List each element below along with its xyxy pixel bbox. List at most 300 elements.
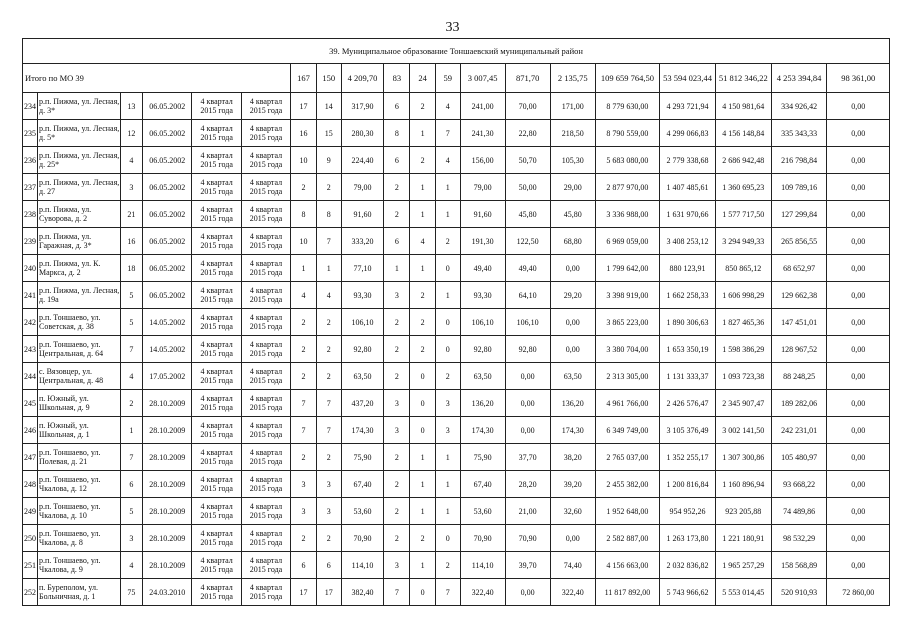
- value-cell: 3 105 376,49: [660, 417, 716, 444]
- value-cell: 45,80: [550, 201, 595, 228]
- date-cell: 28.10.2009: [143, 471, 192, 498]
- value-cell: 2: [316, 525, 341, 552]
- value-cell: 129 662,38: [771, 282, 827, 309]
- table-row: [23, 498, 890, 525]
- value-cell: 74 489,86: [771, 498, 827, 525]
- value-cell: 2: [435, 552, 460, 579]
- value-cell: 1: [410, 471, 436, 498]
- quarter-cell: 4 квартал 2015 года: [192, 444, 241, 471]
- value-cell: 2: [410, 147, 436, 174]
- quarter-cell: 4 квартал 2015 года: [192, 120, 241, 147]
- value-cell: 1 360 695,23: [715, 174, 771, 201]
- value-cell: 2: [384, 363, 410, 390]
- value-cell: 79,00: [460, 174, 505, 201]
- total-cell: 53 594 023,44: [660, 64, 716, 93]
- value-cell: 1 890 306,63: [660, 309, 716, 336]
- value-cell: 1 827 465,36: [715, 309, 771, 336]
- table-row: [23, 390, 890, 417]
- value-cell: 1: [410, 255, 436, 282]
- value-cell: 37,70: [505, 444, 550, 471]
- value-cell: 32,60: [550, 498, 595, 525]
- value-cell: 3: [291, 498, 317, 525]
- value-cell: 0,00: [827, 201, 890, 228]
- value-cell: 88 248,25: [771, 363, 827, 390]
- value-cell: 174,30: [550, 417, 595, 444]
- value-cell: 8 790 559,00: [595, 120, 659, 147]
- address-cell: р.п. Пижма, ул. Лесная, д. 5*: [38, 120, 121, 147]
- value-cell: 2: [384, 525, 410, 552]
- value-cell: 0,00: [827, 444, 890, 471]
- value-cell: 2: [384, 174, 410, 201]
- address-cell: р.п. Пижма, ул. Лесная, д. 25*: [38, 147, 121, 174]
- quarter-cell: 4 квартал 2015 года: [192, 309, 241, 336]
- section-title: 39. Муниципальное образование Тоншаевский муниципальный район: [23, 39, 890, 64]
- address-cell: п. Южный, ул. Школьная, д. 9: [38, 390, 121, 417]
- table-row: [23, 282, 890, 309]
- value-cell: 0,00: [827, 93, 890, 120]
- value-cell: 114,10: [460, 552, 505, 579]
- value-cell: 91,60: [341, 201, 384, 228]
- quarter-cell: 4 квартал 2015 года: [192, 579, 241, 606]
- total-cell: 4 209,70: [341, 64, 384, 93]
- count-cell: 21: [120, 201, 143, 228]
- value-cell: 2: [291, 309, 317, 336]
- table-row: [23, 255, 890, 282]
- count-cell: 4: [120, 552, 143, 579]
- value-cell: 954 952,26: [660, 498, 716, 525]
- value-cell: 242 231,01: [771, 417, 827, 444]
- value-cell: 2: [410, 282, 436, 309]
- value-cell: 6 969 059,00: [595, 228, 659, 255]
- row-number: 242: [23, 309, 38, 336]
- value-cell: 2: [435, 228, 460, 255]
- row-number: 250: [23, 525, 38, 552]
- value-cell: 45,80: [505, 201, 550, 228]
- value-cell: 2: [291, 363, 317, 390]
- quarter-cell: 4 квартал 2015 года: [192, 363, 241, 390]
- quarter-cell: 4 квартал 2015 года: [241, 147, 290, 174]
- value-cell: 265 856,55: [771, 228, 827, 255]
- value-cell: 16: [291, 120, 317, 147]
- quarter-cell: 4 квартал 2015 года: [192, 336, 241, 363]
- value-cell: 2: [316, 363, 341, 390]
- value-cell: 1 352 255,17: [660, 444, 716, 471]
- address-cell: р.п. Тоншаево, ул. Чкалова, д. 10: [38, 498, 121, 525]
- value-cell: 322,40: [460, 579, 505, 606]
- table-row: [23, 336, 890, 363]
- table-row: [23, 309, 890, 336]
- value-cell: 0,00: [827, 525, 890, 552]
- value-cell: 1: [435, 282, 460, 309]
- value-cell: 68,80: [550, 228, 595, 255]
- table-row: [23, 579, 890, 606]
- value-cell: 70,90: [341, 525, 384, 552]
- quarter-cell: 4 квартал 2015 года: [241, 525, 290, 552]
- date-cell: 28.10.2009: [143, 525, 192, 552]
- value-cell: 224,40: [341, 147, 384, 174]
- quarter-cell: 4 квартал 2015 года: [241, 309, 290, 336]
- quarter-cell: 4 квартал 2015 года: [241, 228, 290, 255]
- value-cell: 0,00: [827, 120, 890, 147]
- count-cell: 75: [120, 579, 143, 606]
- quarter-cell: 4 квартал 2015 года: [192, 525, 241, 552]
- value-cell: 2: [384, 309, 410, 336]
- value-cell: 4: [435, 93, 460, 120]
- quarter-cell: 4 квартал 2015 года: [192, 255, 241, 282]
- value-cell: 8: [291, 201, 317, 228]
- value-cell: 1 952 648,00: [595, 498, 659, 525]
- value-cell: 4 293 721,94: [660, 93, 716, 120]
- value-cell: 39,20: [550, 471, 595, 498]
- value-cell: 127 299,84: [771, 201, 827, 228]
- value-cell: 1 662 258,33: [660, 282, 716, 309]
- section-title-row: [23, 39, 890, 64]
- quarter-cell: 4 квартал 2015 года: [241, 552, 290, 579]
- address-cell: р.п. Тоншаево, ул. Чкалова, д. 9: [38, 552, 121, 579]
- value-cell: 1: [316, 255, 341, 282]
- value-cell: 4: [435, 147, 460, 174]
- value-cell: 2 877 970,00: [595, 174, 659, 201]
- value-cell: 14: [316, 93, 341, 120]
- value-cell: 0,00: [827, 363, 890, 390]
- value-cell: 333,20: [341, 228, 384, 255]
- value-cell: 2: [316, 444, 341, 471]
- value-cell: 136,20: [460, 390, 505, 417]
- value-cell: 4 150 981,64: [715, 93, 771, 120]
- quarter-cell: 4 квартал 2015 года: [241, 255, 290, 282]
- value-cell: 0: [435, 336, 460, 363]
- value-cell: 2 686 942,48: [715, 147, 771, 174]
- value-cell: 0,00: [505, 363, 550, 390]
- table-row: [23, 417, 890, 444]
- value-cell: 1: [410, 201, 436, 228]
- value-cell: 1: [410, 120, 436, 147]
- value-cell: 174,30: [341, 417, 384, 444]
- value-cell: 92,80: [460, 336, 505, 363]
- table-row: [23, 444, 890, 471]
- value-cell: 8 779 630,00: [595, 93, 659, 120]
- value-cell: 4 961 766,00: [595, 390, 659, 417]
- value-cell: 105,30: [550, 147, 595, 174]
- value-cell: 7: [435, 579, 460, 606]
- value-cell: 2: [291, 444, 317, 471]
- table-row: [23, 120, 890, 147]
- value-cell: 280,30: [341, 120, 384, 147]
- value-cell: 28,20: [505, 471, 550, 498]
- value-cell: 2 426 576,47: [660, 390, 716, 417]
- row-number: 240: [23, 255, 38, 282]
- value-cell: 10: [291, 228, 317, 255]
- value-cell: 63,50: [341, 363, 384, 390]
- value-cell: 3 380 704,00: [595, 336, 659, 363]
- value-cell: 171,00: [550, 93, 595, 120]
- value-cell: 2 032 836,82: [660, 552, 716, 579]
- value-cell: 2: [316, 174, 341, 201]
- total-cell: 150: [316, 64, 341, 93]
- quarter-cell: 4 квартал 2015 года: [192, 174, 241, 201]
- table-row: [23, 228, 890, 255]
- count-cell: 5: [120, 309, 143, 336]
- date-cell: 28.10.2009: [143, 390, 192, 417]
- value-cell: 67,40: [341, 471, 384, 498]
- count-cell: 1: [120, 417, 143, 444]
- value-cell: 53,60: [341, 498, 384, 525]
- value-cell: 3 865 223,00: [595, 309, 659, 336]
- value-cell: 1: [384, 255, 410, 282]
- quarter-cell: 4 квартал 2015 года: [192, 552, 241, 579]
- address-cell: с. Вязовцер, ул. Центральная, д. 48: [38, 363, 121, 390]
- quarter-cell: 4 квартал 2015 года: [241, 579, 290, 606]
- value-cell: 1 307 300,86: [715, 444, 771, 471]
- table-row: [23, 525, 890, 552]
- value-cell: 5 743 966,62: [660, 579, 716, 606]
- count-cell: 13: [120, 93, 143, 120]
- date-cell: 28.10.2009: [143, 552, 192, 579]
- quarter-cell: 4 квартал 2015 года: [192, 417, 241, 444]
- value-cell: 1: [410, 498, 436, 525]
- value-cell: 2: [410, 336, 436, 363]
- value-cell: 68 652,97: [771, 255, 827, 282]
- address-cell: р.п. Пижма, ул. Лесная, д. 27: [38, 174, 121, 201]
- address-cell: п. Южный, ул. Школьная, д. 1: [38, 417, 121, 444]
- value-cell: 67,40: [460, 471, 505, 498]
- value-cell: 1: [435, 444, 460, 471]
- total-cell: 51 812 346,22: [715, 64, 771, 93]
- count-cell: 4: [120, 363, 143, 390]
- quarter-cell: 4 квартал 2015 года: [192, 201, 241, 228]
- value-cell: 3: [316, 498, 341, 525]
- row-number: 241: [23, 282, 38, 309]
- value-cell: 1: [435, 174, 460, 201]
- table-row: [23, 93, 890, 120]
- quarter-cell: 4 квартал 2015 года: [241, 282, 290, 309]
- value-cell: 1 160 896,94: [715, 471, 771, 498]
- table-row: [23, 363, 890, 390]
- address-cell: р.п. Тоншаево, ул. Центральная, д. 64: [38, 336, 121, 363]
- value-cell: 0,00: [827, 228, 890, 255]
- address-cell: р.п. Тоншаево, ул. Чкалова, д. 8: [38, 525, 121, 552]
- value-cell: 0,00: [505, 417, 550, 444]
- total-cell: 167: [291, 64, 317, 93]
- value-cell: 158 568,89: [771, 552, 827, 579]
- value-cell: 1: [410, 552, 436, 579]
- value-cell: 2: [410, 309, 436, 336]
- value-cell: 3: [384, 282, 410, 309]
- value-cell: 49,40: [505, 255, 550, 282]
- value-cell: 2: [384, 336, 410, 363]
- value-cell: 1: [410, 444, 436, 471]
- value-cell: 2 313 305,00: [595, 363, 659, 390]
- value-cell: 0,00: [827, 147, 890, 174]
- value-cell: 91,60: [460, 201, 505, 228]
- value-cell: 3: [316, 471, 341, 498]
- table-row: [23, 174, 890, 201]
- value-cell: 5 553 014,45: [715, 579, 771, 606]
- value-cell: 93,30: [341, 282, 384, 309]
- value-cell: 1: [435, 471, 460, 498]
- housing-table: [22, 38, 890, 606]
- value-cell: 4 299 066,83: [660, 120, 716, 147]
- quarter-cell: 4 квартал 2015 года: [241, 444, 290, 471]
- count-cell: 2: [120, 390, 143, 417]
- date-cell: 28.10.2009: [143, 444, 192, 471]
- value-cell: 1 221 180,91: [715, 525, 771, 552]
- value-cell: 92,80: [505, 336, 550, 363]
- address-cell: р.п. Тоншаево, ул. Чкалова, д. 12: [38, 471, 121, 498]
- total-cell: 109 659 764,50: [595, 64, 659, 93]
- value-cell: 317,90: [341, 93, 384, 120]
- date-cell: 14.05.2002: [143, 309, 192, 336]
- value-cell: 77,10: [341, 255, 384, 282]
- value-cell: 114,10: [341, 552, 384, 579]
- value-cell: 1 965 257,29: [715, 552, 771, 579]
- total-cell: 871,70: [505, 64, 550, 93]
- value-cell: 53,60: [460, 498, 505, 525]
- value-cell: 6 349 749,00: [595, 417, 659, 444]
- value-cell: 0: [435, 255, 460, 282]
- value-cell: 39,70: [505, 552, 550, 579]
- value-cell: 22,80: [505, 120, 550, 147]
- value-cell: 1: [435, 201, 460, 228]
- total-cell: 59: [435, 64, 460, 93]
- value-cell: 75,90: [460, 444, 505, 471]
- date-cell: 06.05.2002: [143, 93, 192, 120]
- quarter-cell: 4 квартал 2015 года: [241, 390, 290, 417]
- page-number: 33: [445, 20, 460, 35]
- value-cell: 156,00: [460, 147, 505, 174]
- address-cell: р.п. Пижма, ул. Гаражная, д. 3*: [38, 228, 121, 255]
- quarter-cell: 4 квартал 2015 года: [192, 390, 241, 417]
- value-cell: 29,00: [550, 174, 595, 201]
- table-row: [23, 147, 890, 174]
- value-cell: 1 200 816,84: [660, 471, 716, 498]
- value-cell: 6: [316, 552, 341, 579]
- value-cell: 98 532,29: [771, 525, 827, 552]
- value-cell: 0,00: [550, 525, 595, 552]
- value-cell: 4: [291, 282, 317, 309]
- value-cell: 335 343,33: [771, 120, 827, 147]
- total-cell: 4 253 394,84: [771, 64, 827, 93]
- value-cell: 1 606 998,29: [715, 282, 771, 309]
- value-cell: 2: [384, 471, 410, 498]
- value-cell: 174,30: [460, 417, 505, 444]
- value-cell: 3 336 988,00: [595, 201, 659, 228]
- value-cell: 3: [435, 417, 460, 444]
- total-cell: 24: [410, 64, 436, 93]
- row-number: 235: [23, 120, 38, 147]
- row-number: 243: [23, 336, 38, 363]
- value-cell: 3: [384, 390, 410, 417]
- value-cell: 0,00: [827, 282, 890, 309]
- date-cell: 28.10.2009: [143, 498, 192, 525]
- value-cell: 0,00: [827, 390, 890, 417]
- date-cell: 06.05.2002: [143, 228, 192, 255]
- date-cell: 17.05.2002: [143, 363, 192, 390]
- value-cell: 1: [435, 498, 460, 525]
- value-cell: 0,00: [827, 174, 890, 201]
- value-cell: 241,30: [460, 120, 505, 147]
- value-cell: 4 156 663,00: [595, 552, 659, 579]
- value-cell: 382,40: [341, 579, 384, 606]
- total-label: Итого по МО 39: [23, 64, 291, 93]
- value-cell: 106,10: [505, 309, 550, 336]
- row-number: 245: [23, 390, 38, 417]
- value-cell: 3: [435, 390, 460, 417]
- value-cell: 93,30: [460, 282, 505, 309]
- value-cell: 11 817 892,00: [595, 579, 659, 606]
- row-number: 252: [23, 579, 38, 606]
- value-cell: 189 282,06: [771, 390, 827, 417]
- value-cell: 93 668,22: [771, 471, 827, 498]
- date-cell: 06.05.2002: [143, 255, 192, 282]
- value-cell: 3: [384, 552, 410, 579]
- value-cell: 7: [316, 417, 341, 444]
- value-cell: 2 582 887,00: [595, 525, 659, 552]
- value-cell: 1 653 350,19: [660, 336, 716, 363]
- row-number: 236: [23, 147, 38, 174]
- total-cell: 3 007,45: [460, 64, 505, 93]
- quarter-cell: 4 квартал 2015 года: [241, 201, 290, 228]
- quarter-cell: 4 квартал 2015 года: [241, 336, 290, 363]
- value-cell: 7: [291, 417, 317, 444]
- address-cell: р.п. Пижма, ул. Лесная, д. 19а: [38, 282, 121, 309]
- quarter-cell: 4 квартал 2015 года: [241, 498, 290, 525]
- count-cell: 7: [120, 444, 143, 471]
- value-cell: 92,80: [341, 336, 384, 363]
- count-cell: 5: [120, 282, 143, 309]
- row-number: 244: [23, 363, 38, 390]
- value-cell: 0: [435, 309, 460, 336]
- value-cell: 147 451,01: [771, 309, 827, 336]
- address-cell: р.п. Пижма, ул. Суворова, д. 2: [38, 201, 121, 228]
- value-cell: 3: [291, 471, 317, 498]
- address-cell: р.п. Тоншаево, ул. Полевая, д. 21: [38, 444, 121, 471]
- value-cell: 29,20: [550, 282, 595, 309]
- value-cell: 2: [316, 309, 341, 336]
- value-cell: 520 910,93: [771, 579, 827, 606]
- quarter-cell: 4 квартал 2015 года: [192, 471, 241, 498]
- value-cell: 3 002 141,50: [715, 417, 771, 444]
- value-cell: 4: [316, 282, 341, 309]
- value-cell: 0,00: [827, 498, 890, 525]
- quarter-cell: 4 квартал 2015 года: [241, 120, 290, 147]
- value-cell: 8: [384, 120, 410, 147]
- value-cell: 241,00: [460, 93, 505, 120]
- address-cell: р.п. Тоншаево, ул. Советская, д. 38: [38, 309, 121, 336]
- value-cell: 17: [291, 93, 317, 120]
- value-cell: 3 398 919,00: [595, 282, 659, 309]
- count-cell: 7: [120, 336, 143, 363]
- value-cell: 2: [435, 363, 460, 390]
- count-cell: 3: [120, 174, 143, 201]
- count-cell: 16: [120, 228, 143, 255]
- value-cell: 0,00: [505, 579, 550, 606]
- address-cell: п. Буреполом, ул. Больничная, д. 1: [38, 579, 121, 606]
- date-cell: 06.05.2002: [143, 201, 192, 228]
- date-cell: 28.10.2009: [143, 417, 192, 444]
- row-number: 249: [23, 498, 38, 525]
- value-cell: 15: [316, 120, 341, 147]
- row-number: 248: [23, 471, 38, 498]
- value-cell: 2 455 382,00: [595, 471, 659, 498]
- value-cell: 38,20: [550, 444, 595, 471]
- quarter-cell: 4 квартал 2015 года: [192, 93, 241, 120]
- value-cell: 128 967,52: [771, 336, 827, 363]
- date-cell: 06.05.2002: [143, 174, 192, 201]
- count-cell: 4: [120, 147, 143, 174]
- quarter-cell: 4 квартал 2015 года: [241, 471, 290, 498]
- value-cell: 0,00: [827, 552, 890, 579]
